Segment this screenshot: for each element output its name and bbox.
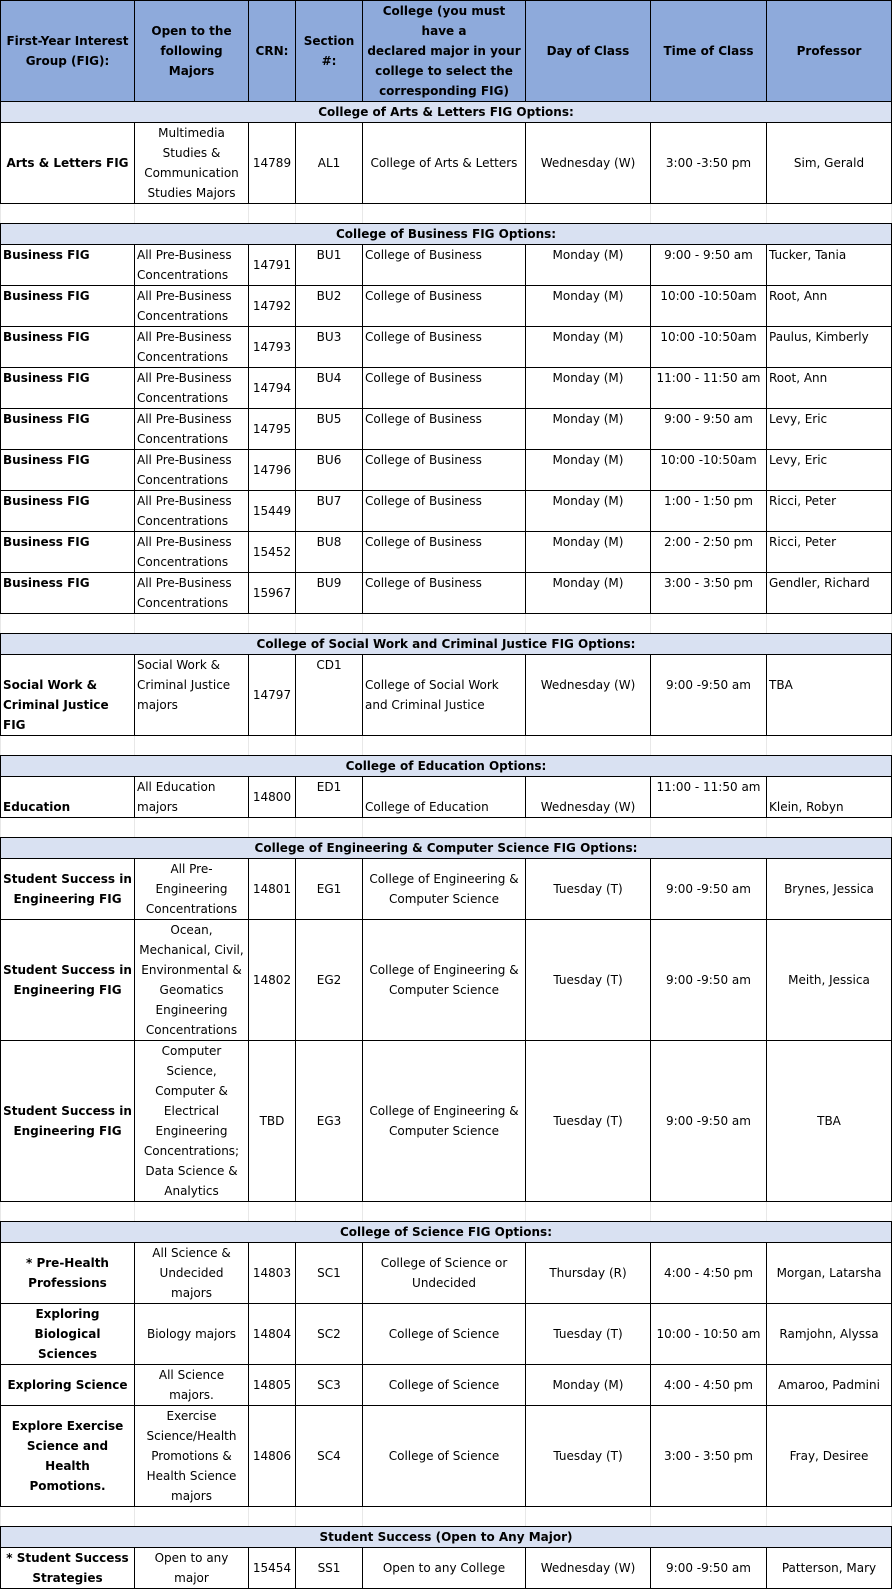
- cell-time: 4:00 - 4:50 pm: [651, 1365, 767, 1406]
- empty-cell: [135, 1202, 249, 1222]
- empty-cell: [363, 1202, 526, 1222]
- cell-majors: All Pre-Business Concentrations: [135, 491, 249, 532]
- table-row: [1, 859, 892, 920]
- cell-college: College of Arts & Letters: [363, 123, 526, 204]
- cell-college: College of Science: [363, 1365, 526, 1406]
- cell-time: 4:00 - 4:50 pm: [651, 1243, 767, 1304]
- cell-crn: 14789: [249, 123, 296, 204]
- cell-majors: Open to any major: [135, 1548, 249, 1589]
- header-section: Section #:: [296, 1, 363, 102]
- empty-cell: [135, 614, 249, 634]
- cell-prof: Brynes, Jessica: [767, 859, 892, 920]
- section-title: College of Engineering & Computer Science FIG Options:: [1, 838, 892, 859]
- cell-time: 3:00 - 3:50 pm: [651, 573, 767, 614]
- cell-day: Monday (M): [526, 245, 651, 286]
- section-header-row: [1, 224, 892, 245]
- cell-time: 9:00 -9:50 am: [651, 920, 767, 1041]
- empty-cell: [1, 204, 135, 224]
- cell-majors: All Pre-Business Concentrations: [135, 286, 249, 327]
- cell-day: Tuesday (T): [526, 920, 651, 1041]
- empty-cell: [767, 204, 892, 224]
- cell-college: College of Engineering & Computer Science: [363, 859, 526, 920]
- cell-day: Tuesday (T): [526, 1304, 651, 1365]
- cell-majors: All Pre-Business Concentrations: [135, 573, 249, 614]
- cell-college: College of Business: [363, 368, 526, 409]
- cell-prof: Patterson, Mary: [767, 1548, 892, 1589]
- cell-time: 10:00 -10:50am: [651, 327, 767, 368]
- empty-cell: [135, 818, 249, 838]
- table-row: [1, 777, 892, 818]
- empty-cell: [1, 1507, 135, 1527]
- table-row: [1, 450, 892, 491]
- cell-crn: 15967: [249, 573, 296, 614]
- spacer-row: [1, 1507, 892, 1527]
- cell-prof: Tucker, Tania: [767, 245, 892, 286]
- empty-cell: [526, 818, 651, 838]
- cell-crn: 14791: [249, 245, 296, 286]
- empty-cell: [767, 1507, 892, 1527]
- cell-crn: 14792: [249, 286, 296, 327]
- cell-prof: Fray, Desiree: [767, 1406, 892, 1507]
- empty-cell: [363, 736, 526, 756]
- spacer-row: [1, 1202, 892, 1222]
- cell-fig: Business FIG: [1, 327, 135, 368]
- cell-fig: * Pre-Health Professions: [1, 1243, 135, 1304]
- cell-fig: Exploring Biological Sciences: [1, 1304, 135, 1365]
- empty-cell: [526, 736, 651, 756]
- cell-majors: All Pre-Business Concentrations: [135, 532, 249, 573]
- empty-cell: [1, 736, 135, 756]
- cell-prof: Levy, Eric: [767, 450, 892, 491]
- empty-cell: [249, 614, 296, 634]
- cell-time: 10:00 - 10:50 am: [651, 1304, 767, 1365]
- table-row: [1, 123, 892, 204]
- cell-crn: 14794: [249, 368, 296, 409]
- cell-sec: BU7: [296, 491, 363, 532]
- empty-cell: [1, 614, 135, 634]
- empty-cell: [249, 1202, 296, 1222]
- header-crn: CRN:: [249, 1, 296, 102]
- cell-fig: Explore Exercise Science and Health Pomotions.: [1, 1406, 135, 1507]
- table-row: [1, 532, 892, 573]
- spacer-row: [1, 614, 892, 634]
- cell-crn: 14801: [249, 859, 296, 920]
- cell-fig: Business FIG: [1, 450, 135, 491]
- cell-prof: Morgan, Latarsha: [767, 1243, 892, 1304]
- cell-college: College of Science: [363, 1406, 526, 1507]
- cell-prof: Root, Ann: [767, 286, 892, 327]
- cell-fig: Business FIG: [1, 573, 135, 614]
- section-header-row: [1, 1527, 892, 1548]
- cell-fig: Business FIG: [1, 409, 135, 450]
- cell-day: Tuesday (T): [526, 859, 651, 920]
- empty-cell: [767, 736, 892, 756]
- cell-college: College of Science: [363, 1304, 526, 1365]
- cell-fig: Business FIG: [1, 245, 135, 286]
- cell-day: Monday (M): [526, 409, 651, 450]
- cell-day: Wednesday (W): [526, 777, 651, 818]
- cell-prof: Amaroo, Padmini: [767, 1365, 892, 1406]
- section-title: College of Education Options:: [1, 756, 892, 777]
- table-row: [1, 327, 892, 368]
- cell-majors: All Pre- Engineering Concentrations: [135, 859, 249, 920]
- cell-college: College of Business: [363, 245, 526, 286]
- cell-prof: TBA: [767, 655, 892, 736]
- empty-cell: [135, 1507, 249, 1527]
- table-row: [1, 573, 892, 614]
- section-title: College of Social Work and Criminal Justice FIG Options:: [1, 634, 892, 655]
- cell-fig: Education: [1, 777, 135, 818]
- cell-prof: Klein, Robyn: [767, 777, 892, 818]
- cell-crn: 14795: [249, 409, 296, 450]
- cell-crn: 14797: [249, 655, 296, 736]
- cell-sec: AL1: [296, 123, 363, 204]
- cell-day: Tuesday (T): [526, 1041, 651, 1202]
- empty-cell: [363, 614, 526, 634]
- cell-sec: SC3: [296, 1365, 363, 1406]
- header-college: College (you must have a declared major in your college to select the corresponding FIG): [363, 1, 526, 102]
- cell-day: Wednesday (W): [526, 1548, 651, 1589]
- cell-time: 9:00 -9:50 am: [651, 655, 767, 736]
- section-header-row: [1, 1222, 892, 1243]
- cell-prof: Gendler, Richard: [767, 573, 892, 614]
- cell-prof: Ramjohn, Alyssa: [767, 1304, 892, 1365]
- section-header-row: [1, 634, 892, 655]
- empty-cell: [1, 818, 135, 838]
- cell-time: 11:00 - 11:50 am: [651, 368, 767, 409]
- table-row: [1, 409, 892, 450]
- header-row: [1, 1, 892, 102]
- cell-crn: TBD: [249, 1041, 296, 1202]
- cell-day: Monday (M): [526, 368, 651, 409]
- table-row: [1, 286, 892, 327]
- empty-cell: [363, 1507, 526, 1527]
- empty-cell: [363, 818, 526, 838]
- cell-sec: BU9: [296, 573, 363, 614]
- cell-fig: Business FIG: [1, 368, 135, 409]
- header-fig: First-Year Interest Group (FIG):: [1, 1, 135, 102]
- cell-majors: All Pre-Business Concentrations: [135, 368, 249, 409]
- table-row: [1, 245, 892, 286]
- cell-majors: All Pre-Business Concentrations: [135, 245, 249, 286]
- cell-time: 9:00 - 9:50 am: [651, 409, 767, 450]
- cell-sec: BU5: [296, 409, 363, 450]
- cell-sec: BU2: [296, 286, 363, 327]
- empty-cell: [526, 1202, 651, 1222]
- cell-crn: 14806: [249, 1406, 296, 1507]
- empty-cell: [296, 1202, 363, 1222]
- cell-college: College of Business: [363, 327, 526, 368]
- spacer-row: [1, 818, 892, 838]
- empty-cell: [526, 614, 651, 634]
- cell-sec: SS1: [296, 1548, 363, 1589]
- cell-crn: 15449: [249, 491, 296, 532]
- empty-cell: [526, 204, 651, 224]
- cell-prof: Levy, Eric: [767, 409, 892, 450]
- table-row: [1, 491, 892, 532]
- empty-cell: [249, 818, 296, 838]
- cell-sec: BU4: [296, 368, 363, 409]
- cell-fig: Student Success in Engineering FIG: [1, 859, 135, 920]
- empty-cell: [651, 1202, 767, 1222]
- cell-fig: Social Work & Criminal Justice FIG: [1, 655, 135, 736]
- cell-crn: 14805: [249, 1365, 296, 1406]
- cell-college: College of Business: [363, 286, 526, 327]
- cell-time: 10:00 -10:50am: [651, 286, 767, 327]
- cell-sec: CD1: [296, 655, 363, 736]
- table-row: [1, 1243, 892, 1304]
- spacer-row: [1, 204, 892, 224]
- cell-majors: All Science & Undecided majors: [135, 1243, 249, 1304]
- table-row: [1, 1304, 892, 1365]
- cell-fig: Business FIG: [1, 286, 135, 327]
- table-row: [1, 1406, 892, 1507]
- cell-sec: ED1: [296, 777, 363, 818]
- cell-sec: SC2: [296, 1304, 363, 1365]
- cell-majors: Social Work & Criminal Justice majors: [135, 655, 249, 736]
- cell-day: Thursday (R): [526, 1243, 651, 1304]
- cell-college: College of Business: [363, 450, 526, 491]
- empty-cell: [249, 1507, 296, 1527]
- empty-cell: [249, 736, 296, 756]
- empty-cell: [651, 204, 767, 224]
- cell-fig: Business FIG: [1, 491, 135, 532]
- cell-majors: Exercise Science/Health Promotions & Health Science majors: [135, 1406, 249, 1507]
- cell-crn: 14802: [249, 920, 296, 1041]
- cell-time: 9:00 -9:50 am: [651, 859, 767, 920]
- cell-crn: 14796: [249, 450, 296, 491]
- empty-cell: [296, 818, 363, 838]
- cell-prof: Paulus, Kimberly: [767, 327, 892, 368]
- section-title: College of Science FIG Options:: [1, 1222, 892, 1243]
- cell-prof: Ricci, Peter: [767, 532, 892, 573]
- cell-majors: All Pre-Business Concentrations: [135, 450, 249, 491]
- cell-prof: Ricci, Peter: [767, 491, 892, 532]
- cell-day: Wednesday (W): [526, 123, 651, 204]
- table-row: [1, 1548, 892, 1589]
- cell-sec: BU1: [296, 245, 363, 286]
- cell-college: College of Science or Undecided: [363, 1243, 526, 1304]
- section-header-row: [1, 838, 892, 859]
- table-row: [1, 368, 892, 409]
- cell-prof: Meith, Jessica: [767, 920, 892, 1041]
- cell-fig: Student Success in Engineering FIG: [1, 1041, 135, 1202]
- cell-fig: Exploring Science: [1, 1365, 135, 1406]
- cell-fig: * Student Success Strategies: [1, 1548, 135, 1589]
- cell-majors: All Education majors: [135, 777, 249, 818]
- cell-day: Wednesday (W): [526, 655, 651, 736]
- cell-majors: Multimedia Studies & Communication Studies Majors: [135, 123, 249, 204]
- cell-time: 1:00 - 1:50 pm: [651, 491, 767, 532]
- cell-day: Monday (M): [526, 491, 651, 532]
- empty-cell: [651, 818, 767, 838]
- section-header-row: [1, 756, 892, 777]
- cell-sec: EG1: [296, 859, 363, 920]
- empty-cell: [296, 736, 363, 756]
- cell-crn: 14800: [249, 777, 296, 818]
- cell-crn: 15454: [249, 1548, 296, 1589]
- cell-sec: EG3: [296, 1041, 363, 1202]
- cell-college: College of Business: [363, 491, 526, 532]
- table-body: [1, 102, 892, 1589]
- empty-cell: [135, 204, 249, 224]
- cell-college: College of Business: [363, 409, 526, 450]
- cell-fig: Student Success in Engineering FIG: [1, 920, 135, 1041]
- spacer-row: [1, 736, 892, 756]
- cell-college: College of Social Work and Criminal Justice: [363, 655, 526, 736]
- empty-cell: [651, 1507, 767, 1527]
- cell-time: 3:00 -3:50 pm: [651, 123, 767, 204]
- cell-time: 2:00 - 2:50 pm: [651, 532, 767, 573]
- empty-cell: [135, 736, 249, 756]
- cell-time: 9:00 -9:50 am: [651, 1041, 767, 1202]
- table-row: [1, 1365, 892, 1406]
- cell-college: College of Education: [363, 777, 526, 818]
- empty-cell: [767, 1202, 892, 1222]
- cell-majors: All Pre-Business Concentrations: [135, 409, 249, 450]
- cell-time: 9:00 - 9:50 am: [651, 245, 767, 286]
- empty-cell: [296, 1507, 363, 1527]
- empty-cell: [767, 614, 892, 634]
- cell-prof: Sim, Gerald: [767, 123, 892, 204]
- cell-sec: BU6: [296, 450, 363, 491]
- cell-day: Tuesday (T): [526, 1406, 651, 1507]
- empty-cell: [651, 736, 767, 756]
- cell-day: Monday (M): [526, 1365, 651, 1406]
- cell-prof: TBA: [767, 1041, 892, 1202]
- empty-cell: [651, 614, 767, 634]
- cell-sec: SC1: [296, 1243, 363, 1304]
- cell-prof: Root, Ann: [767, 368, 892, 409]
- cell-college: College of Engineering & Computer Science: [363, 920, 526, 1041]
- empty-cell: [767, 818, 892, 838]
- cell-sec: BU8: [296, 532, 363, 573]
- cell-majors: All Pre-Business Concentrations: [135, 327, 249, 368]
- cell-time: 10:00 -10:50am: [651, 450, 767, 491]
- table-row: [1, 1041, 892, 1202]
- cell-crn: 15452: [249, 532, 296, 573]
- empty-cell: [1, 1202, 135, 1222]
- section-title: Student Success (Open to Any Major): [1, 1527, 892, 1548]
- cell-crn: 14803: [249, 1243, 296, 1304]
- cell-majors: All Science majors.: [135, 1365, 249, 1406]
- header-day: Day of Class: [526, 1, 651, 102]
- cell-crn: 14804: [249, 1304, 296, 1365]
- empty-cell: [526, 1507, 651, 1527]
- cell-college: College of Engineering & Computer Science: [363, 1041, 526, 1202]
- section-title: College of Arts & Letters FIG Options:: [1, 102, 892, 123]
- cell-fig: Business FIG: [1, 532, 135, 573]
- cell-day: Monday (M): [526, 286, 651, 327]
- cell-college: College of Business: [363, 532, 526, 573]
- cell-time: 11:00 - 11:50 am: [651, 777, 767, 818]
- cell-day: Monday (M): [526, 450, 651, 491]
- empty-cell: [296, 614, 363, 634]
- cell-crn: 14793: [249, 327, 296, 368]
- cell-majors: Biology majors: [135, 1304, 249, 1365]
- header-professor: Professor: [767, 1, 892, 102]
- cell-college: College of Business: [363, 573, 526, 614]
- table-row: [1, 655, 892, 736]
- table-row: [1, 920, 892, 1041]
- cell-time: 9:00 -9:50 am: [651, 1548, 767, 1589]
- empty-cell: [296, 204, 363, 224]
- header-time: Time of Class: [651, 1, 767, 102]
- cell-day: Monday (M): [526, 327, 651, 368]
- section-header-row: [1, 102, 892, 123]
- header-majors: Open to the following Majors: [135, 1, 249, 102]
- cell-day: Monday (M): [526, 573, 651, 614]
- cell-sec: SC4: [296, 1406, 363, 1507]
- cell-fig: Arts & Letters FIG: [1, 123, 135, 204]
- cell-time: 3:00 - 3:50 pm: [651, 1406, 767, 1507]
- cell-college: Open to any College: [363, 1548, 526, 1589]
- cell-majors: Ocean, Mechanical, Civil, Environmental & Geomatics Engineering Concentrations: [135, 920, 249, 1041]
- empty-cell: [249, 204, 296, 224]
- cell-sec: EG2: [296, 920, 363, 1041]
- section-title: College of Business FIG Options:: [1, 224, 892, 245]
- cell-day: Monday (M): [526, 532, 651, 573]
- empty-cell: [363, 204, 526, 224]
- cell-sec: BU3: [296, 327, 363, 368]
- cell-majors: Computer Science, Computer & Electrical Engineering Concentrations; Data Science & Analytics: [135, 1041, 249, 1202]
